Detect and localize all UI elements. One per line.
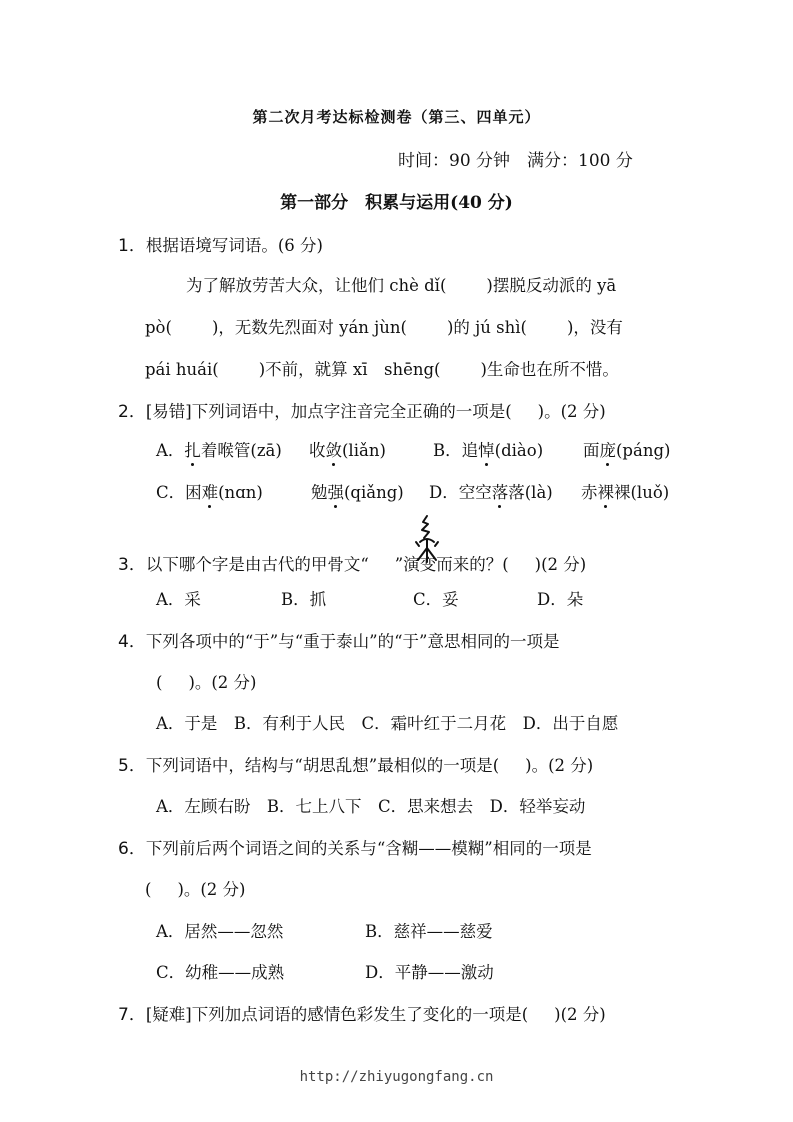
passage-text: pò( — [145, 318, 172, 337]
question-2-option-b1[interactable] — [433, 437, 543, 461]
option-text: C．困 — [156, 483, 202, 502]
option-text: B．追 — [433, 441, 479, 460]
dotted-char: 敛 — [326, 437, 343, 461]
question-1-stem — [118, 231, 323, 256]
question-1-passage-line-2 — [145, 314, 623, 338]
question-6-stem — [118, 834, 592, 859]
option-text: 勉 — [311, 483, 328, 502]
option-text: (nɑn) — [218, 483, 263, 502]
option-text: (páng) — [616, 441, 671, 460]
question-2-option-d1[interactable] — [429, 479, 553, 503]
question-text: 下列各项中的“于”与“重于泰山”的“于”意思相同的一项是 — [145, 632, 560, 651]
dotted-char: 难 — [202, 479, 219, 503]
question-6-option-c[interactable]: C．幼稚——成熟 — [156, 963, 285, 982]
question-text: )。(2 分) — [188, 673, 257, 692]
question-1-passage-line-3 — [145, 356, 619, 380]
question-text: [易错]下列词语中，加点字注音完全正确的一项是( — [145, 402, 512, 421]
question-6-option-b[interactable]: B．慈祥——慈爱 — [365, 922, 493, 941]
question-6-stem-continued — [145, 876, 246, 900]
question-3-option-d[interactable]: D．朵 — [537, 590, 584, 609]
question-3-option-c[interactable]: C．妥 — [413, 590, 459, 609]
question-number: 6． — [118, 839, 146, 859]
question-2-stem — [118, 397, 606, 422]
question-4-options[interactable]: A．于是 B．有利于人民 C．霜叶红于二月花 D．出于自愿 — [156, 714, 619, 733]
section-title: 第一部分 积累与运用(40 分) — [280, 193, 513, 213]
question-text: 以下哪个字是由古代的甲骨文“ — [145, 555, 369, 574]
question-number: 3． — [118, 555, 146, 575]
time-and-score-info: 时间：90 分钟 满分：100 分 — [398, 151, 633, 171]
option-text: 着喉管(zā) — [200, 441, 282, 460]
question-5-options[interactable]: A．左顾右盼 B．七上八下 C．思来想去 D．轻举妄动 — [156, 797, 586, 816]
question-text: )(2 分) — [534, 555, 587, 574]
dotted-char: 悼 — [478, 437, 495, 461]
question-7-stem — [118, 1000, 606, 1025]
question-text: 下列前后两个词语之间的关系与“含糊——模糊”相同的一项是 — [145, 839, 592, 858]
question-number: 7． — [118, 1005, 146, 1025]
question-number: 1． — [118, 236, 146, 256]
question-1-passage-line-1 — [186, 272, 616, 296]
question-4-stem-continued — [156, 669, 257, 693]
dotted-char: 庞 — [600, 437, 617, 461]
question-3-option-b[interactable]: B．抓 — [281, 590, 327, 609]
question-text: )。(2 分) — [537, 402, 606, 421]
question-text: )。(2 分) — [525, 756, 594, 775]
question-number: 5． — [118, 756, 146, 776]
passage-text: )生命也在所不惜。 — [480, 360, 619, 379]
option-text: 面 — [583, 441, 600, 460]
question-text: )。(2 分) — [177, 880, 246, 899]
question-5-stem — [118, 751, 593, 776]
option-label: A． — [156, 441, 185, 460]
option-text: D．空空 — [429, 483, 492, 502]
dotted-char: 强 — [328, 479, 345, 503]
question-6-option-d[interactable]: D．平静——激动 — [365, 963, 494, 982]
option-text: 裸(luǒ) — [614, 483, 670, 502]
question-text: ( — [156, 673, 163, 692]
question-text: )(2 分) — [554, 1005, 606, 1024]
question-text: 根据语境写词语。(6 分) — [145, 236, 323, 255]
question-2-option-b2 — [583, 437, 670, 461]
option-text: (qiǎng) — [344, 483, 404, 502]
question-number: 4． — [118, 632, 146, 652]
option-text: (diào) — [494, 441, 544, 460]
passage-text: )，无数先烈面对 yán jùn( — [211, 318, 407, 337]
exam-title: 第二次月考达标检测卷（第三、四单元） — [252, 108, 541, 126]
question-2-option-a1[interactable] — [156, 437, 282, 461]
dotted-char: 扎 — [184, 437, 201, 461]
oracle-bone-glyph-icon — [412, 512, 442, 568]
question-3-stem — [118, 550, 586, 575]
dotted-char: 裸 — [598, 479, 615, 503]
option-text: 落(là) — [508, 483, 553, 502]
dotted-char: 落 — [492, 479, 509, 503]
question-2-option-d2 — [581, 479, 669, 503]
question-text: [疑难]下列加点词语的感情色彩发生了变化的一项是( — [145, 1005, 529, 1024]
question-number: 2． — [118, 402, 146, 422]
question-2-option-c1[interactable] — [156, 479, 263, 503]
footer-url: http://zhiyugongfang.cn — [299, 1069, 494, 1085]
passage-text: 为了解放劳苦大众，让他们 chè dǐ( — [186, 276, 447, 295]
question-4-stem — [118, 627, 559, 652]
option-text: 收 — [309, 441, 326, 460]
passage-text: pái huái( — [145, 360, 219, 379]
option-text: 赤 — [581, 483, 598, 502]
question-text: ( — [145, 880, 152, 899]
question-2-option-c2 — [311, 479, 404, 503]
passage-text: )不前，就算 xī shēng( — [258, 360, 441, 379]
question-2-option-a2 — [309, 437, 386, 461]
option-text: (liǎn) — [342, 441, 386, 460]
question-text: ”演变而来的？( — [394, 555, 509, 574]
passage-text: )，没有 — [566, 318, 623, 337]
passage-text: )的 jú shì( — [446, 318, 527, 337]
question-6-option-a[interactable]: A．居然——忽然 — [156, 922, 284, 941]
passage-text: )摆脱反动派的 yā — [486, 276, 617, 295]
question-3-option-a[interactable]: A．采 — [156, 590, 201, 609]
question-text: 下列词语中，结构与“胡思乱想”最相似的一项是( — [145, 756, 500, 775]
